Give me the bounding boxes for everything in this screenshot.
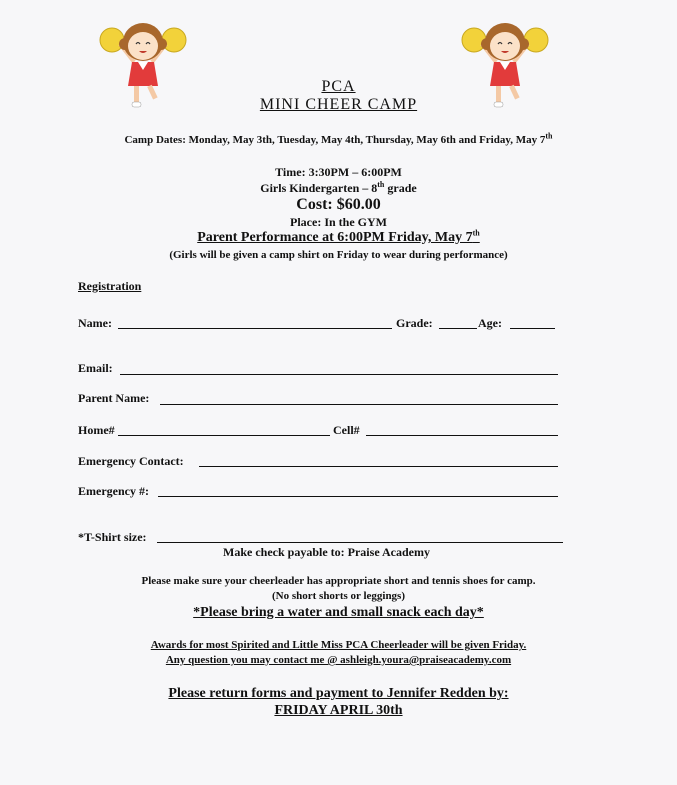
shoes-note: Please make sure your cheerleader has appropriate short and tennis shoes for camp. xyxy=(141,575,536,587)
registration-heading: Registration xyxy=(78,279,142,293)
shirt-note: (Girls will be given a camp shirt on Friday to wear during performance) xyxy=(169,249,508,261)
email-label: Email: xyxy=(78,361,113,375)
emergency-contact-field[interactable] xyxy=(199,466,558,467)
grade-label: Grade: xyxy=(396,316,433,330)
tshirt-size-label: *T-Shirt size: xyxy=(78,530,147,544)
no-shorts-note: (No short shorts or leggings) xyxy=(271,590,405,602)
name-label: Name: xyxy=(78,316,112,330)
snack-note: *Please bring a water and small snack each day* xyxy=(193,605,484,620)
parent-name-label: Parent Name: xyxy=(78,391,150,405)
return-forms-note: Please return forms and payment to Jennifer Redden by: xyxy=(168,686,509,701)
email-field[interactable] xyxy=(120,374,558,375)
tshirt-size-field[interactable] xyxy=(157,542,563,543)
cell-phone-field[interactable] xyxy=(366,435,558,436)
org-title: PCA xyxy=(321,78,356,95)
check-payable-note: Make check payable to: Praise Academy xyxy=(223,545,430,559)
deadline: FRIDAY APRIL 30th xyxy=(274,703,403,718)
grade-range: Girls Kindergarten – 8th grade xyxy=(260,180,417,195)
awards-note: Awards for most Spirited and Little Miss PCA Cheerleader will be given Friday. xyxy=(150,639,527,651)
parent-name-field[interactable] xyxy=(160,404,558,405)
cost: Cost: $60.00 xyxy=(296,196,381,213)
home-phone-field[interactable] xyxy=(118,435,330,436)
place: Place: In the GYM xyxy=(290,215,387,229)
cell-phone-label: Cell# xyxy=(333,423,360,437)
page-title: MINI CHEER CAMP xyxy=(259,96,418,113)
performance-note: Parent Performance at 6:00PM Friday, May 7th xyxy=(197,228,480,245)
name-field[interactable] xyxy=(118,328,392,329)
grade-field[interactable] xyxy=(439,328,477,329)
camp-dates: Camp Dates: Monday, May 3th, Tuesday, May 4th, Thursday, May 6th and Friday, May 7th xyxy=(124,131,553,146)
emergency-number-label: Emergency #: xyxy=(78,484,149,498)
age-field[interactable] xyxy=(510,328,555,329)
age-label: Age: xyxy=(478,316,502,330)
emergency-number-field[interactable] xyxy=(158,496,558,497)
home-phone-label: Home# xyxy=(78,423,115,437)
camp-time: Time: 3:30PM – 6:00PM xyxy=(275,165,402,179)
contact-note: Any question you may contact me @ ashleigh.youra@praiseacademy.com xyxy=(165,654,512,666)
emergency-contact-label: Emergency Contact: xyxy=(78,454,184,468)
